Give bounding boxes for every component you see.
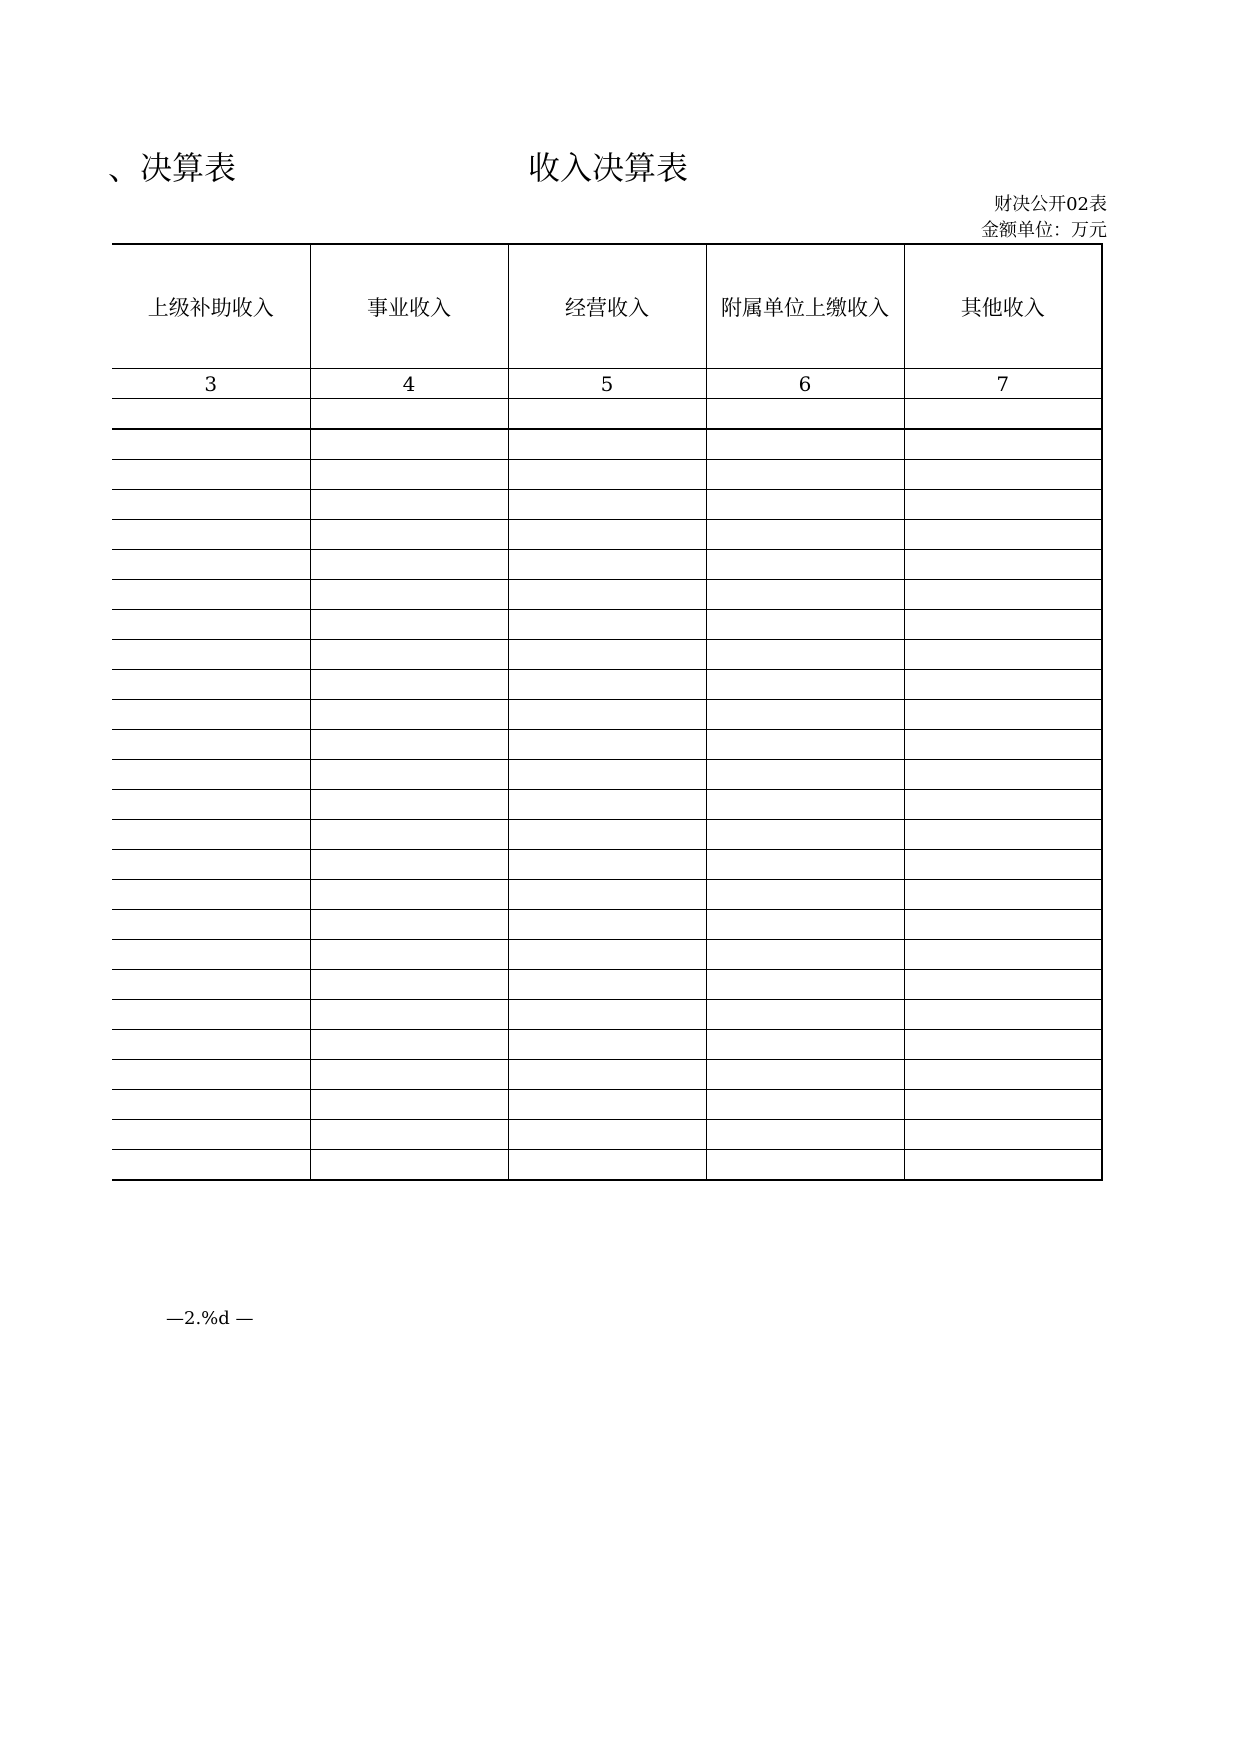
table-cell xyxy=(310,880,508,910)
table-cell xyxy=(904,460,1102,490)
table-cell xyxy=(508,1090,706,1120)
table-cell xyxy=(706,1120,904,1150)
table-cell xyxy=(706,790,904,820)
table-row xyxy=(112,460,1102,490)
table-cell xyxy=(904,670,1102,700)
table-cell xyxy=(112,670,310,700)
table-cell xyxy=(310,1060,508,1090)
table-cell xyxy=(904,940,1102,970)
table-cell xyxy=(508,970,706,1000)
table-cell xyxy=(112,1060,310,1090)
table-cell xyxy=(508,429,706,460)
table-cell xyxy=(310,640,508,670)
table-cell xyxy=(112,640,310,670)
table-cell xyxy=(112,940,310,970)
table-cell xyxy=(310,760,508,790)
table-row xyxy=(112,429,1102,460)
table-cell xyxy=(112,520,310,550)
table-cell xyxy=(310,580,508,610)
table-cell xyxy=(112,730,310,760)
table-cell xyxy=(310,490,508,520)
table-cell xyxy=(706,820,904,850)
column-index: 3 xyxy=(112,369,310,399)
table-cell xyxy=(706,610,904,640)
table-row xyxy=(112,970,1102,1000)
table-row xyxy=(112,880,1102,910)
table-cell xyxy=(508,730,706,760)
table-cell xyxy=(310,520,508,550)
table-cell xyxy=(904,970,1102,1000)
table-cell xyxy=(112,850,310,880)
table-cell xyxy=(508,1120,706,1150)
table-cell xyxy=(904,1060,1102,1090)
table-row xyxy=(112,730,1102,760)
table-cell xyxy=(112,550,310,580)
table-cell xyxy=(904,1000,1102,1030)
table-row xyxy=(112,700,1102,730)
table-cell xyxy=(112,399,310,430)
table-cell xyxy=(706,910,904,940)
table-row xyxy=(112,1060,1102,1090)
table-cell xyxy=(508,580,706,610)
table-cell xyxy=(310,700,508,730)
column-header: 其他收入 xyxy=(904,244,1102,369)
table-cell xyxy=(112,1090,310,1120)
table-cell xyxy=(508,1000,706,1030)
table-cell xyxy=(112,1150,310,1181)
table-cell xyxy=(112,610,310,640)
table-cell xyxy=(310,850,508,880)
table-cell xyxy=(904,399,1102,430)
table-cell xyxy=(310,1030,508,1060)
column-header: 事业收入 xyxy=(310,244,508,369)
table-cell xyxy=(508,1030,706,1060)
table-cell xyxy=(904,820,1102,850)
column-index: 5 xyxy=(508,369,706,399)
table-cell xyxy=(310,670,508,700)
table-cell xyxy=(310,820,508,850)
table-cell xyxy=(706,399,904,430)
table-row xyxy=(112,940,1102,970)
table-row xyxy=(112,1120,1102,1150)
table-cell xyxy=(706,460,904,490)
table-cell xyxy=(706,1030,904,1060)
table-cell xyxy=(310,910,508,940)
table-cell xyxy=(904,640,1102,670)
table-cell xyxy=(706,970,904,1000)
table-cell xyxy=(904,1030,1102,1060)
table-cell xyxy=(310,730,508,760)
column-header: 附属单位上缴收入 xyxy=(706,244,904,369)
table-cell xyxy=(310,550,508,580)
table-cell xyxy=(508,880,706,910)
table-cell xyxy=(310,1120,508,1150)
amount-unit-label: 金额单位：万元 xyxy=(981,220,1107,241)
table-cell xyxy=(706,429,904,460)
table-cell xyxy=(706,940,904,970)
table-cell xyxy=(706,670,904,700)
table-cell xyxy=(112,970,310,1000)
table-cell xyxy=(508,399,706,430)
table-cell xyxy=(706,1060,904,1090)
table-cell xyxy=(706,760,904,790)
table-row xyxy=(112,1090,1102,1120)
table-row xyxy=(112,1150,1102,1181)
table-cell xyxy=(706,520,904,550)
table-cell xyxy=(706,730,904,760)
table-cell xyxy=(508,940,706,970)
table-cell xyxy=(508,760,706,790)
column-index: 4 xyxy=(310,369,508,399)
column-header: 上级补助收入 xyxy=(112,244,310,369)
table-row xyxy=(112,790,1102,820)
table-cell xyxy=(310,1000,508,1030)
table-row xyxy=(112,670,1102,700)
table-cell xyxy=(706,1000,904,1030)
table-cell xyxy=(112,580,310,610)
table-cell xyxy=(904,880,1102,910)
table-cell xyxy=(112,910,310,940)
table-row xyxy=(112,1030,1102,1060)
table-cell xyxy=(112,700,310,730)
page-title-fragment: 、决算表 xyxy=(108,149,237,187)
table-cell xyxy=(310,399,508,430)
column-index-row xyxy=(112,369,1102,399)
table-row xyxy=(112,760,1102,790)
table-cell xyxy=(508,550,706,580)
table-cell xyxy=(310,940,508,970)
table-cell xyxy=(508,640,706,670)
column-index: 7 xyxy=(904,369,1102,399)
table-cell xyxy=(904,760,1102,790)
table-cell xyxy=(904,520,1102,550)
table-row xyxy=(112,610,1102,640)
table-cell xyxy=(508,700,706,730)
table-cell xyxy=(112,1030,310,1060)
table-cell xyxy=(310,970,508,1000)
table-cell xyxy=(112,429,310,460)
table-cell xyxy=(310,790,508,820)
table-cell xyxy=(904,700,1102,730)
table-cell xyxy=(904,1120,1102,1150)
table-cell xyxy=(706,1090,904,1120)
table-cell xyxy=(904,850,1102,880)
column-header: 经营收入 xyxy=(508,244,706,369)
table-cell xyxy=(112,790,310,820)
table-cell xyxy=(310,460,508,490)
table-cell xyxy=(508,850,706,880)
page-number-footer: —2.%d — xyxy=(166,1308,254,1329)
table-cell xyxy=(508,1150,706,1181)
table-row xyxy=(112,820,1102,850)
form-code-label: 财决公开02表 xyxy=(994,194,1107,215)
table-cell xyxy=(706,1150,904,1181)
table-cell xyxy=(706,550,904,580)
table-cell xyxy=(508,670,706,700)
income-table xyxy=(112,243,1103,1181)
page-title: 收入决算表 xyxy=(528,149,689,187)
table-cell xyxy=(706,580,904,610)
table-cell xyxy=(904,910,1102,940)
table-cell xyxy=(112,760,310,790)
table-cell xyxy=(310,1150,508,1181)
table-cell xyxy=(310,1090,508,1120)
table-row xyxy=(112,490,1102,520)
table-row xyxy=(112,520,1102,550)
table-cell xyxy=(706,700,904,730)
table-cell xyxy=(706,850,904,880)
table-cell xyxy=(112,820,310,850)
table-row xyxy=(112,850,1102,880)
table-cell xyxy=(904,550,1102,580)
table-cell xyxy=(508,820,706,850)
table-row xyxy=(112,550,1102,580)
table-cell xyxy=(508,910,706,940)
table-cell xyxy=(112,1120,310,1150)
table-cell xyxy=(904,580,1102,610)
table-cell xyxy=(706,640,904,670)
table-row xyxy=(112,1000,1102,1030)
table-cell xyxy=(112,460,310,490)
table-cell xyxy=(112,1000,310,1030)
table-cell xyxy=(706,880,904,910)
table-cell xyxy=(508,1060,706,1090)
table-cell xyxy=(904,490,1102,520)
table-cell xyxy=(508,610,706,640)
table-cell xyxy=(112,880,310,910)
table-cell xyxy=(508,790,706,820)
table-cell xyxy=(508,490,706,520)
table-row xyxy=(112,910,1102,940)
table-cell xyxy=(904,730,1102,760)
table-cell xyxy=(706,490,904,520)
table-cell xyxy=(904,610,1102,640)
table-cell xyxy=(310,610,508,640)
table-cell xyxy=(904,1150,1102,1181)
table-cell xyxy=(904,429,1102,460)
table-cell xyxy=(508,460,706,490)
table-cell xyxy=(310,429,508,460)
table-cell xyxy=(112,490,310,520)
column-header-row xyxy=(112,244,1102,369)
table-row xyxy=(112,580,1102,610)
table-cell xyxy=(508,520,706,550)
table-row xyxy=(112,399,1102,430)
table-row xyxy=(112,640,1102,670)
column-index: 6 xyxy=(706,369,904,399)
table-cell xyxy=(904,1090,1102,1120)
table-cell xyxy=(904,790,1102,820)
